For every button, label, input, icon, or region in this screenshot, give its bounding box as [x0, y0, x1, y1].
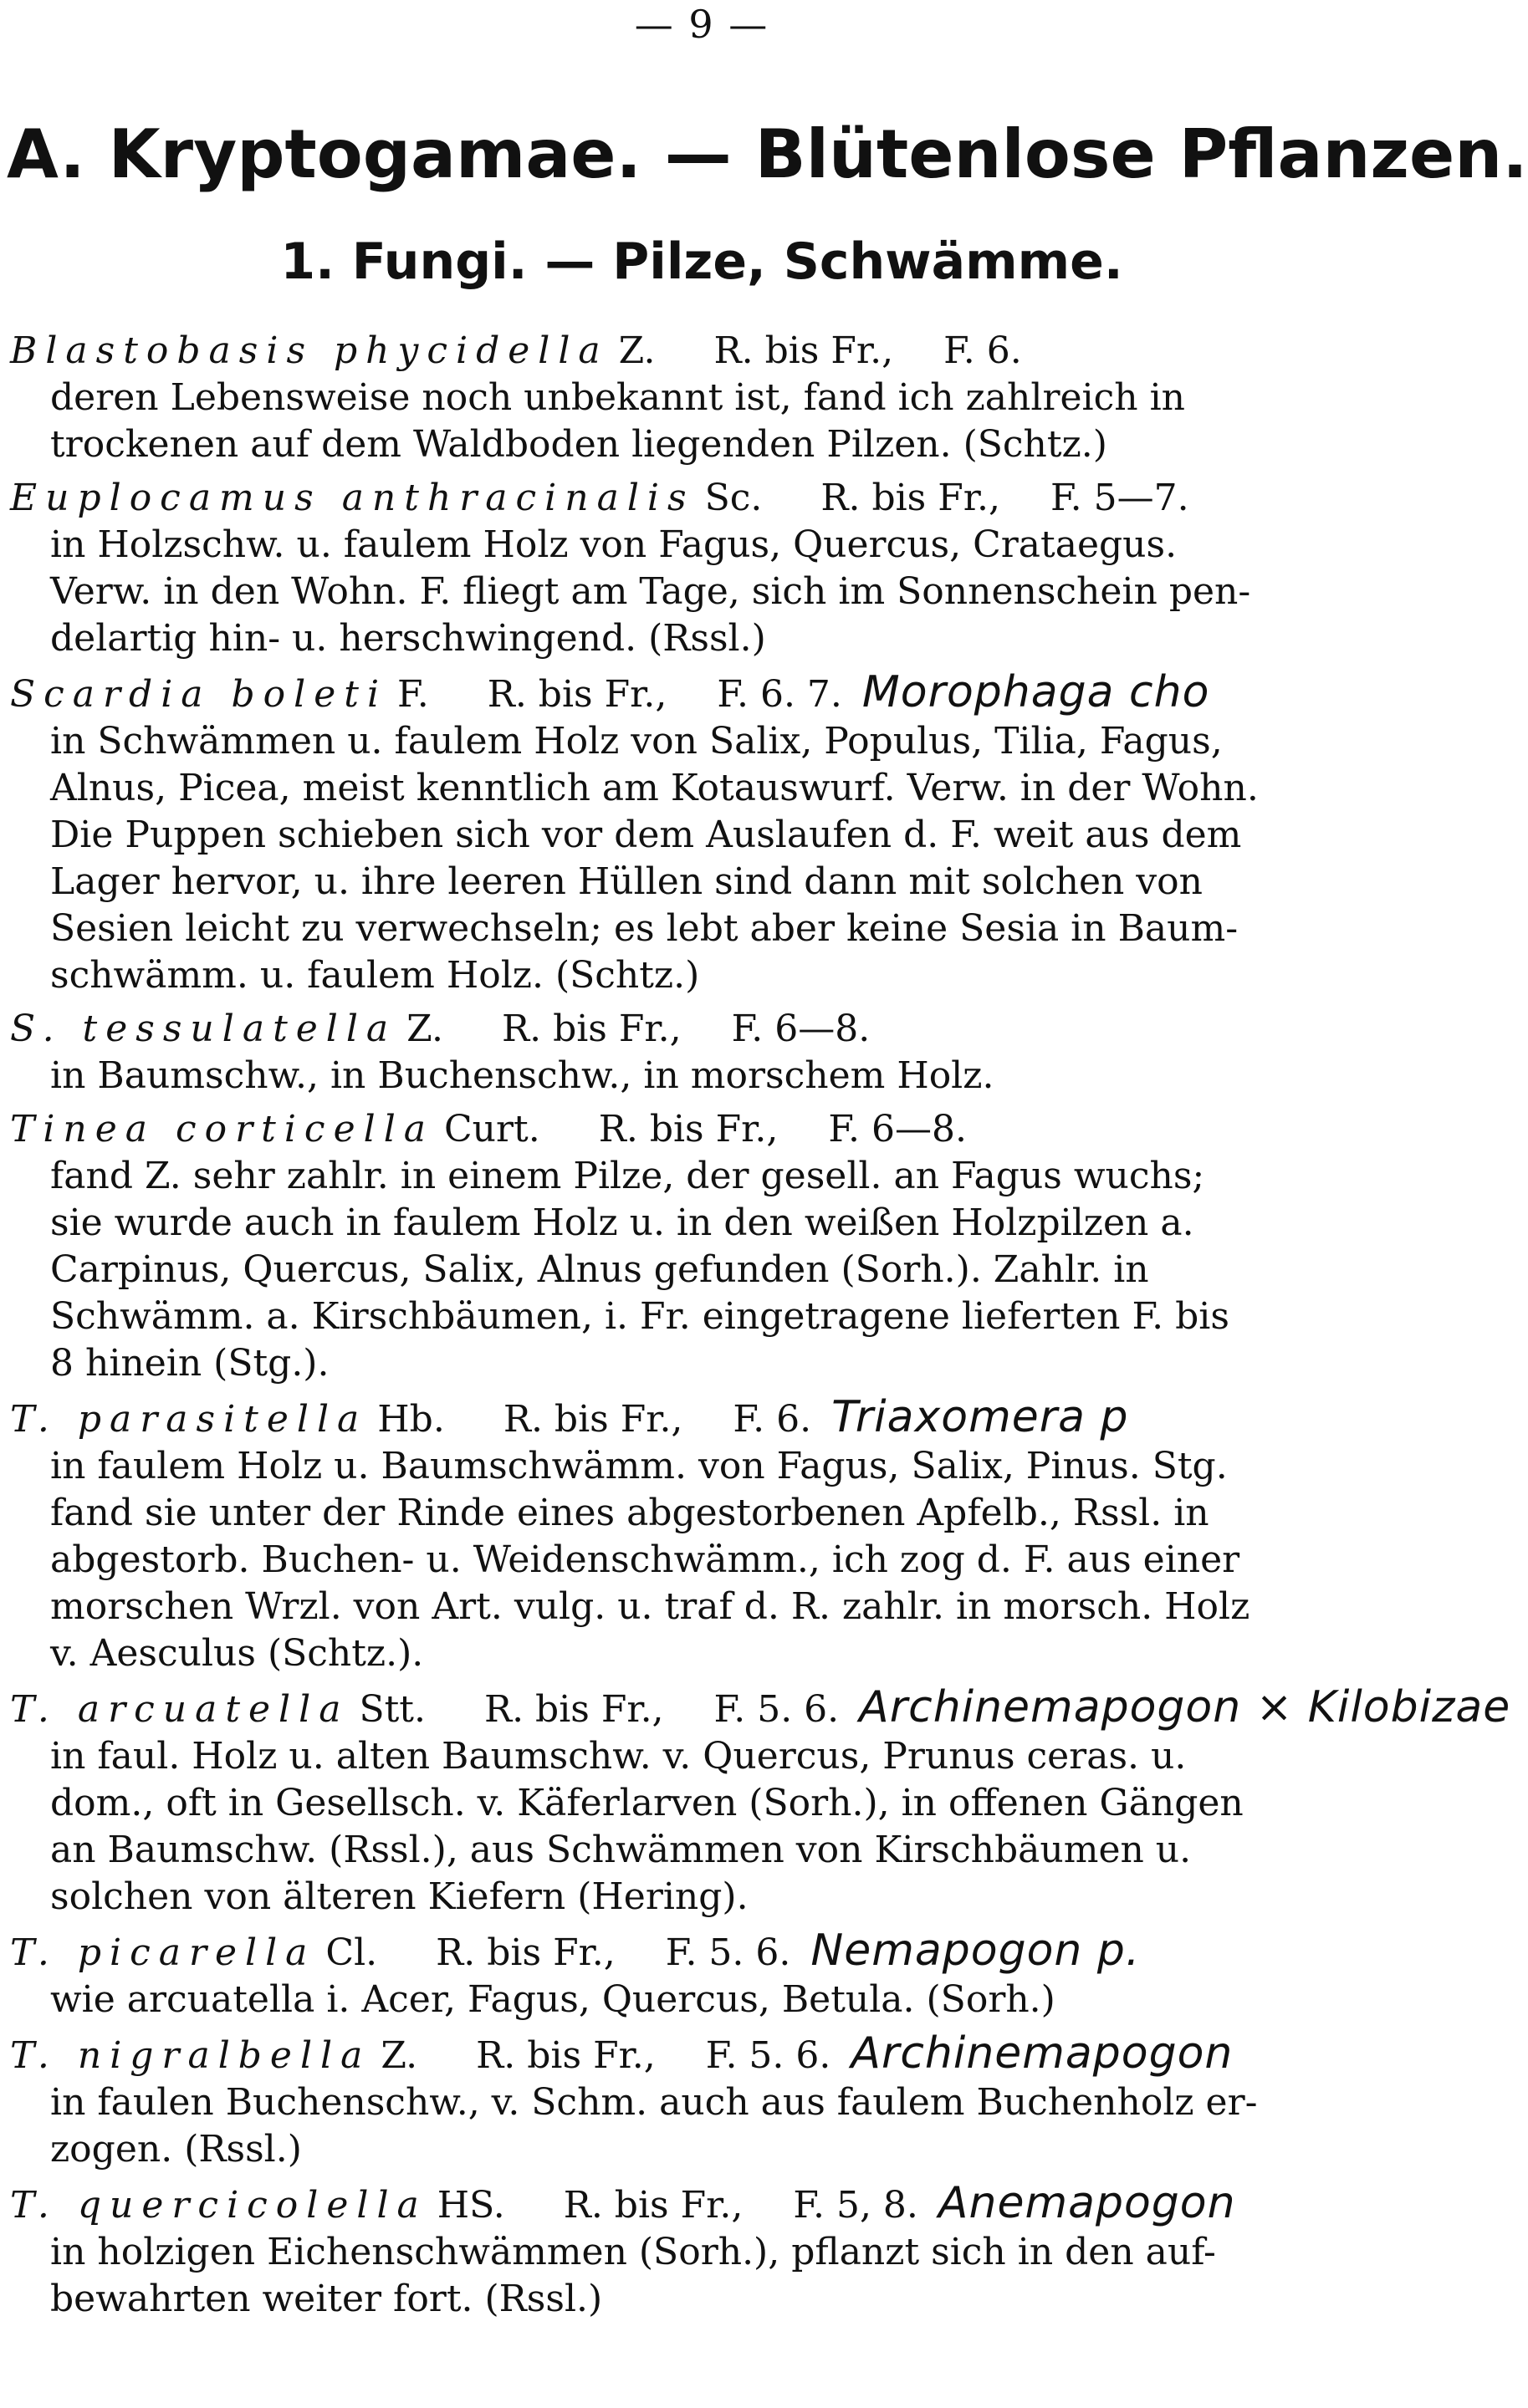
entry-line: schwämm. u. faulem Holz. (Schtz.)	[50, 954, 700, 997]
entry-line: fand Z. sehr zahlr. in einem Pilze, der gesell. an Fagus wuchs;	[50, 1155, 1205, 1197]
entry-line: in Schwämmen u. faulem Holz von Salix, Populus, Tilia, Fagus,	[50, 720, 1223, 763]
flight-period: F. 5. 6.	[665, 1931, 791, 1974]
handwritten-note: Triaxomera p	[831, 1392, 1129, 1442]
flight-period: F. 6. 7.	[717, 673, 842, 716]
flight-period: F. 6—8.	[731, 1008, 871, 1050]
subsection-heading: 1. Fungi. — Pilze, Schwämme.	[280, 232, 1123, 291]
entry-line: Carpinus, Quercus, Salix, Alnus gefunden (Sorh.). Zahlr. in	[50, 1248, 1149, 1291]
species-author: Curt.	[444, 1108, 540, 1150]
entry-line: deren Lebensweise noch unbekannt ist, fand ich zahlreich in	[50, 376, 1185, 419]
entry-line: in Holzschw. u. faulem Holz von Fagus, Quercus, Crataegus.	[50, 523, 1178, 566]
range-text: R. bis Fr.,	[598, 1108, 779, 1150]
species-entry	[10, 1394, 1390, 1677]
flight-period: F. 5. 6.	[705, 2034, 831, 2077]
entry-line: Verw. in den Wohn. F. fliegt am Tage, sich im Sonnenschein pen-	[50, 570, 1251, 613]
species-name: T. arcuatella	[10, 1688, 350, 1731]
range-text: R. bis Fr.,	[820, 477, 1000, 519]
species-list	[10, 328, 1511, 2329]
entry-line: delartig hin- u. herschwingend. (Rssl.)	[50, 617, 766, 660]
entry-line: v. Aesculus (Schtz.).	[50, 1632, 424, 1675]
flight-period: F. 6.	[733, 1398, 812, 1441]
entry-line: in faul. Holz u. alten Baumschw. v. Quercus, Prunus ceras. u.	[50, 1735, 1187, 1778]
range-text: R. bis Fr.,	[476, 2034, 656, 2077]
species-author: Stt.	[359, 1688, 426, 1731]
entry-line: an Baumschw. (Rssl.), aus Schwämmen von Kirschbäumen u.	[50, 1829, 1192, 1871]
entry-line: in faulen Buchenschw., v. Schm. auch aus faulem Buchenholz er-	[50, 2081, 1258, 2124]
entry-line: zogen. (Rssl.)	[50, 2128, 302, 2171]
page-number: — 9 —	[634, 2, 769, 47]
species-name: T. quercicolella	[10, 2184, 427, 2227]
species-entry	[10, 2030, 1390, 2173]
flight-period: F. 6—8.	[828, 1108, 967, 1150]
entry-line: in holzigen Eichenschwämmen (Sorh.), pflanzt sich in den auf-	[50, 2231, 1216, 2273]
range-text: R. bis Fr.,	[501, 1008, 682, 1050]
species-author: Cl.	[325, 1931, 378, 1974]
species-name: Tinea corticella	[10, 1108, 434, 1150]
entry-line: Lager hervor, u. ihre leeren Hüllen sind dann mit solchen von	[50, 860, 1203, 903]
handwritten-note: Morophaga cho	[861, 667, 1210, 717]
entry-line: trockenen auf dem Waldboden liegenden Pilzen. (Schtz.)	[50, 423, 1107, 466]
species-entry	[10, 1006, 1390, 1099]
entry-line: Alnus, Picea, meist kenntlich am Kotauswurf. Verw. in der Wohn.	[50, 767, 1259, 809]
species-entry	[10, 475, 1390, 662]
entry-line: solchen von älteren Kiefern (Hering).	[50, 1875, 749, 1918]
entry-line: fand sie unter der Rinde eines abgestorbenen Apfelb., Rssl. in	[50, 1492, 1209, 1534]
range-text: R. bis Fr.,	[487, 673, 667, 716]
entry-line: wie arcuatella i. Acer, Fagus, Quercus, Betula. (Sorh.)	[50, 1978, 1055, 2021]
species-name: S. tessulatella	[10, 1008, 397, 1050]
range-text: R. bis Fr.,	[503, 1398, 683, 1441]
range-text: R. bis Fr.,	[483, 1688, 664, 1731]
species-author: HS.	[437, 2184, 505, 2227]
flight-period: F. 5. 6.	[713, 1688, 840, 1731]
species-entry	[10, 1106, 1390, 1387]
species-entry	[10, 1927, 1390, 2023]
entry-line: sie wurde auch in faulem Holz u. in den weißen Holzpilzen a.	[50, 1201, 1194, 1244]
entry-line: Die Puppen schieben sich vor dem Auslaufen d. F. weit aus dem	[50, 814, 1242, 856]
species-entry	[10, 1682, 1511, 1921]
species-author: Hb.	[377, 1398, 445, 1441]
entry-line: in faulem Holz u. Baumschwämm. von Fagus, Salix, Pinus. Stg.	[50, 1445, 1228, 1487]
species-name: T. picarella	[10, 1931, 316, 1974]
species-entry	[10, 2180, 1390, 2323]
entry-line: bewahrten weiter fort. (Rssl.)	[50, 2278, 603, 2320]
range-text: R. bis Fr.,	[436, 1931, 616, 1974]
range-text: R. bis Fr.,	[563, 2184, 744, 2227]
species-name: T. parasitella	[10, 1398, 368, 1441]
species-entry	[10, 669, 1390, 999]
species-name: Scardia boleti	[10, 673, 388, 716]
species-author: F.	[397, 673, 429, 716]
entry-line: abgestorb. Buchen- u. Weidenschwämm., ich zog d. F. aus einer	[50, 1538, 1240, 1581]
entry-line: Schwämm. a. Kirschbäumen, i. Fr. eingetragene lieferten F. bis	[50, 1295, 1229, 1338]
entry-line: in Baumschw., in Buchenschw., in morschem Holz.	[50, 1054, 994, 1097]
range-text: R. bis Fr.,	[713, 329, 894, 372]
species-name: Euplocamus anthracinalis	[10, 477, 695, 519]
entry-line: morschen Wrzl. von Art. vulg. u. traf d. R. zahlr. in morsch. Holz	[50, 1585, 1250, 1628]
species-author: Sc.	[704, 477, 763, 519]
entry-line: Sesien leicht zu verwechseln; es lebt aber keine Sesia in Baum-	[50, 907, 1239, 950]
entry-line: dom., oft in Gesellsch. v. Käferlarven (Sorh.), in offenen Gängen	[50, 1782, 1244, 1824]
flight-period: F. 6.	[943, 329, 1022, 372]
species-author: Z.	[618, 329, 656, 372]
species-entry	[10, 328, 1390, 468]
handwritten-note: Archinemapogon × Kilobizae	[859, 1682, 1511, 1732]
handwritten-note: Nemapogon p.	[810, 1926, 1141, 1976]
flight-period: F. 5, 8.	[793, 2184, 918, 2227]
flight-period: F. 5—7.	[1050, 477, 1189, 519]
species-name: T. nigralbella	[10, 2034, 371, 2077]
species-author: Z.	[381, 2034, 418, 2077]
species-name: Blastobasis phycidella	[10, 329, 609, 372]
section-heading: A. Kryptogamae. — Blütenlose Pflanzen.	[7, 115, 1528, 193]
entry-line: 8 hinein (Stg.).	[50, 1342, 330, 1385]
handwritten-note: Anemapogon	[938, 2178, 1236, 2228]
handwritten-note: Archinemapogon	[851, 2028, 1234, 2079]
species-author: Z.	[406, 1008, 443, 1050]
